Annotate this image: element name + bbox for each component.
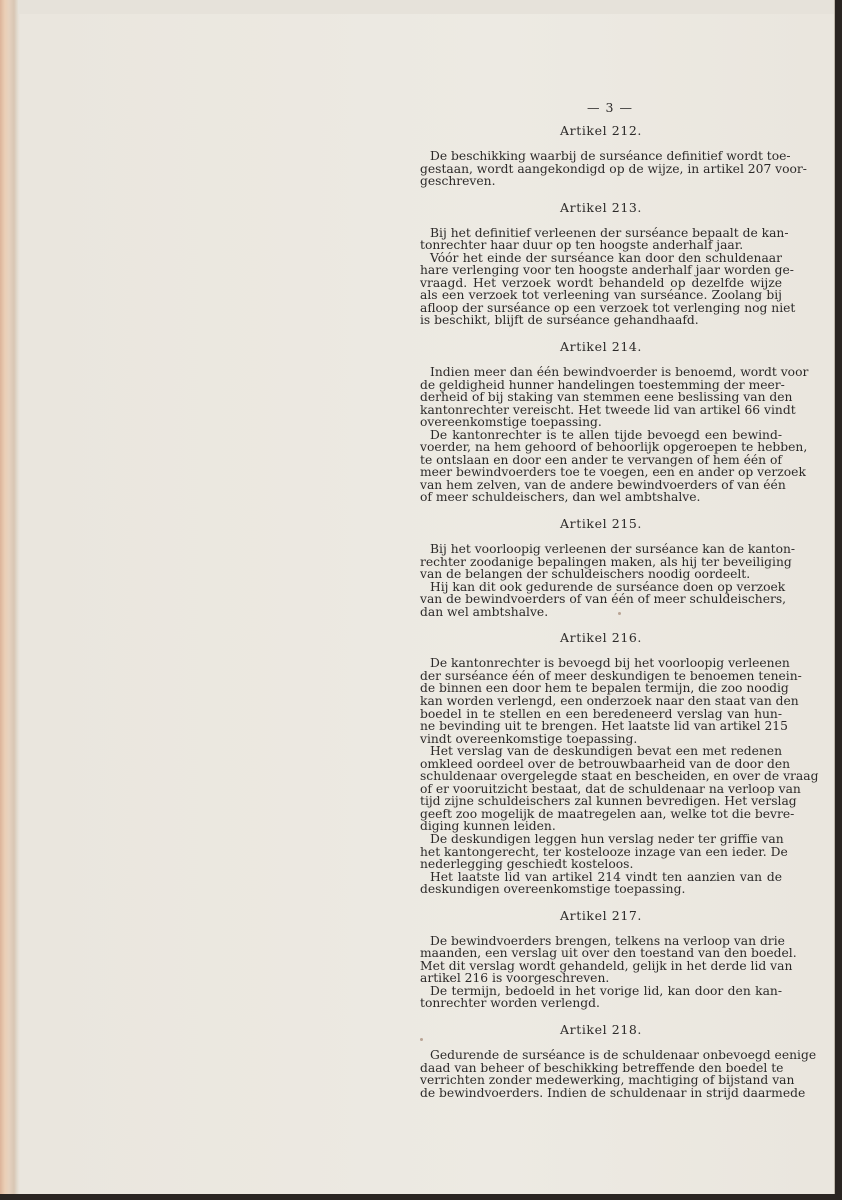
article-spacer <box>420 896 782 909</box>
article-paragraph <box>420 542 796 582</box>
text-line: hare verlenging voor ten hoogste anderhalf jaar worden ge- <box>420 263 794 278</box>
text-line: daad van beheer of beschikking betreffende den boedel te <box>420 1060 784 1075</box>
article-paragraph <box>420 1047 817 1100</box>
text-line: De deskundigen leggen hun verslag neder ter griffie van <box>430 831 784 846</box>
text-line: nederlegging geschiedt kosteloos. <box>420 857 634 872</box>
article-heading: Artikel 212. <box>560 123 642 138</box>
text-line: Het verslag van de deskundigen bevat een met redenen <box>430 744 782 759</box>
ink-speck <box>420 1038 423 1041</box>
text-line: maanden, een verslag uit over den toestand van den boedel. <box>420 946 797 961</box>
text-line: ne bevinding uit te brengen. Het laatste lid van artikel 215 <box>420 719 788 734</box>
article-heading: Artikel 215. <box>560 516 642 532</box>
article-paragraph <box>420 579 787 619</box>
text-line: het kantongerecht, ter kostelooze inzage van een ieder. De <box>420 844 788 859</box>
text-line: tonrechter haar duur op ten hoogste anderhalf jaar. <box>420 238 744 253</box>
text-line: tijd zijne schuldeischers zal kunnen bevredigen. Het verslag <box>420 794 797 809</box>
text-line: Met dit verslag wordt gehandeld, gelijk in het derde lid van <box>420 958 793 973</box>
text-line: Hij kan dit ook gedurende de surséance doen op verzoek <box>430 579 786 594</box>
text-line: geeft zoo mogelijk de maatregelen aan, welke tot die bevre- <box>420 806 795 821</box>
text-line: vindt overeenkomstige toepassing. <box>420 731 638 746</box>
text-column <box>420 123 819 1100</box>
article-paragraph <box>420 744 819 834</box>
text-line: de geldigheid hunner handelingen toestemming der meer- <box>420 377 785 392</box>
article-section <box>420 339 809 517</box>
text-line: te ontslaan en door een ander te vervangen of hem één of <box>420 452 782 467</box>
article-heading: Artikel 217. <box>560 907 642 923</box>
text-line: geschreven. <box>420 174 496 189</box>
text-line: is beschikt, blijft de surséance gehandhaafd. <box>420 313 699 328</box>
text-line: diging kunnen leiden. <box>420 819 556 834</box>
text-line: van hem zelven, van de andere bewindvoerders of van één <box>420 477 786 492</box>
text-line: kan worden verlengd, een onderzoek naar den staat van den <box>420 693 799 708</box>
article-paragraph <box>420 656 802 746</box>
text-line: De kantonrechter is bevoegd bij het voorloopig verleenen <box>430 656 790 671</box>
text-line: Vóór het einde der surséance kan door den schuldenaar <box>430 250 782 265</box>
text-line: meer bewindvoerders toe te voegen, een en ander op verzoek <box>420 465 806 480</box>
text-line: Bij het voorloopig verleenen der surséance kan de kanton- <box>430 542 796 557</box>
text-line: vraagd. Het verzoek wordt behandeld op dezelfde wijze <box>420 275 782 290</box>
text-line: of meer schuldeischers, dan wel ambtshalve. <box>420 490 701 505</box>
text-line: rechter zoodanige bepalingen maken, als hij ter beveiliging <box>420 554 792 569</box>
page-binding-edge <box>0 0 18 1194</box>
text-line: Het laatste lid van artikel 214 vindt ten aanzien van de <box>430 869 782 884</box>
text-line: De termijn, bedoeld in het vorige lid, kan door den kan- <box>430 983 782 998</box>
article-paragraph <box>420 225 789 253</box>
text-line: afloop der surséance op een verzoek tot verlenging nog niet <box>420 300 796 315</box>
text-line: als een verzoek tot verleening van surséance. Zoolang bij <box>420 288 782 303</box>
text-line: derheid of bij staking van stemmen eene beslissing van den <box>420 390 793 405</box>
article-section <box>420 907 797 1023</box>
article-paragraph <box>420 427 808 505</box>
article-paragraph <box>420 365 809 430</box>
ink-speck <box>618 612 621 615</box>
article-section <box>420 630 819 908</box>
article-paragraph <box>420 985 782 1010</box>
article-paragraph <box>420 149 807 189</box>
text-line: van de bewindvoerders of van één of meer schuldeischers, <box>420 592 787 607</box>
article-section <box>420 516 796 631</box>
text-line: de binnen een door hem te bepalen termijn, die zoo noodig <box>420 681 789 696</box>
article-paragraph <box>420 933 797 986</box>
article-paragraph <box>420 250 796 328</box>
text-line: kantonrechter vereischt. Het tweede lid van artikel 66 vindt <box>420 402 796 417</box>
text-line: dan wel ambtshalve. <box>420 604 549 619</box>
text-line: der surséance één of meer deskundigen te benoemen tenein- <box>420 668 802 683</box>
text-line: de bewindvoerders. Indien de schuldenaar in strijd daarmede <box>420 1085 806 1100</box>
article-section <box>420 1021 817 1100</box>
article-heading: Artikel 214. <box>560 339 642 355</box>
text-line: van de belangen der schuldeischers noodig oordeelt. <box>420 567 751 582</box>
article-heading: Artikel 216. <box>560 630 642 646</box>
text-line: tonrechter worden verlengd. <box>420 996 600 1011</box>
text-line: Gedurende de surséance is de schuldenaar onbevoegd eenige <box>430 1047 817 1062</box>
article-paragraph <box>420 871 782 896</box>
article-paragraph <box>420 831 788 872</box>
text-line: boedel in te stellen en een beredeneerd verslag van hun- <box>420 706 782 721</box>
text-line: De bewindvoerders brengen, telkens na verloop van drie <box>430 933 785 948</box>
text-line: De kantonrechter is te allen tijde bevoegd een bewind- <box>430 427 782 442</box>
article-heading: Artikel 218. <box>560 1021 642 1037</box>
text-line: deskundigen overeenkomstige toepassing. <box>420 882 686 897</box>
article-spacer <box>420 188 782 201</box>
text-line: voerder, na hem gehoord of behoorlijk opgeroepen te hebben, <box>420 440 808 455</box>
text-line: overeenkomstige toepassing. <box>420 415 602 430</box>
text-line: omkleed oordeel over de betrouwbaarheid van de door den <box>420 756 791 771</box>
text-line: schuldenaar overgelegde staat en bescheiden, en over de vraag <box>420 769 819 784</box>
text-line: of er vooruitzicht bestaat, dat de schuldenaar na verloop van <box>420 781 801 796</box>
text-line: De beschikking waarbij de surséance definitief wordt toe- <box>430 149 791 163</box>
page-top-margin <box>18 0 834 14</box>
article-section <box>420 199 796 340</box>
text-line: Bij het definitief verleenen der surséance bepaalt de kan- <box>430 225 789 240</box>
article-heading: Artikel 213. <box>560 199 642 215</box>
text-line: artikel 216 is voorgeschreven. <box>420 971 610 986</box>
article-section <box>420 123 807 201</box>
text-line: Indien meer dan één bewindvoerder is benoemd, wordt voor <box>430 365 809 380</box>
text-line: verrichten zonder medewerking, machtiging of bijstand van <box>420 1073 795 1088</box>
text-line: gestaan, wordt aangekondigd op de wijze, in artikel 207 voor- <box>420 161 807 176</box>
page-number: — 3 — <box>587 100 633 115</box>
